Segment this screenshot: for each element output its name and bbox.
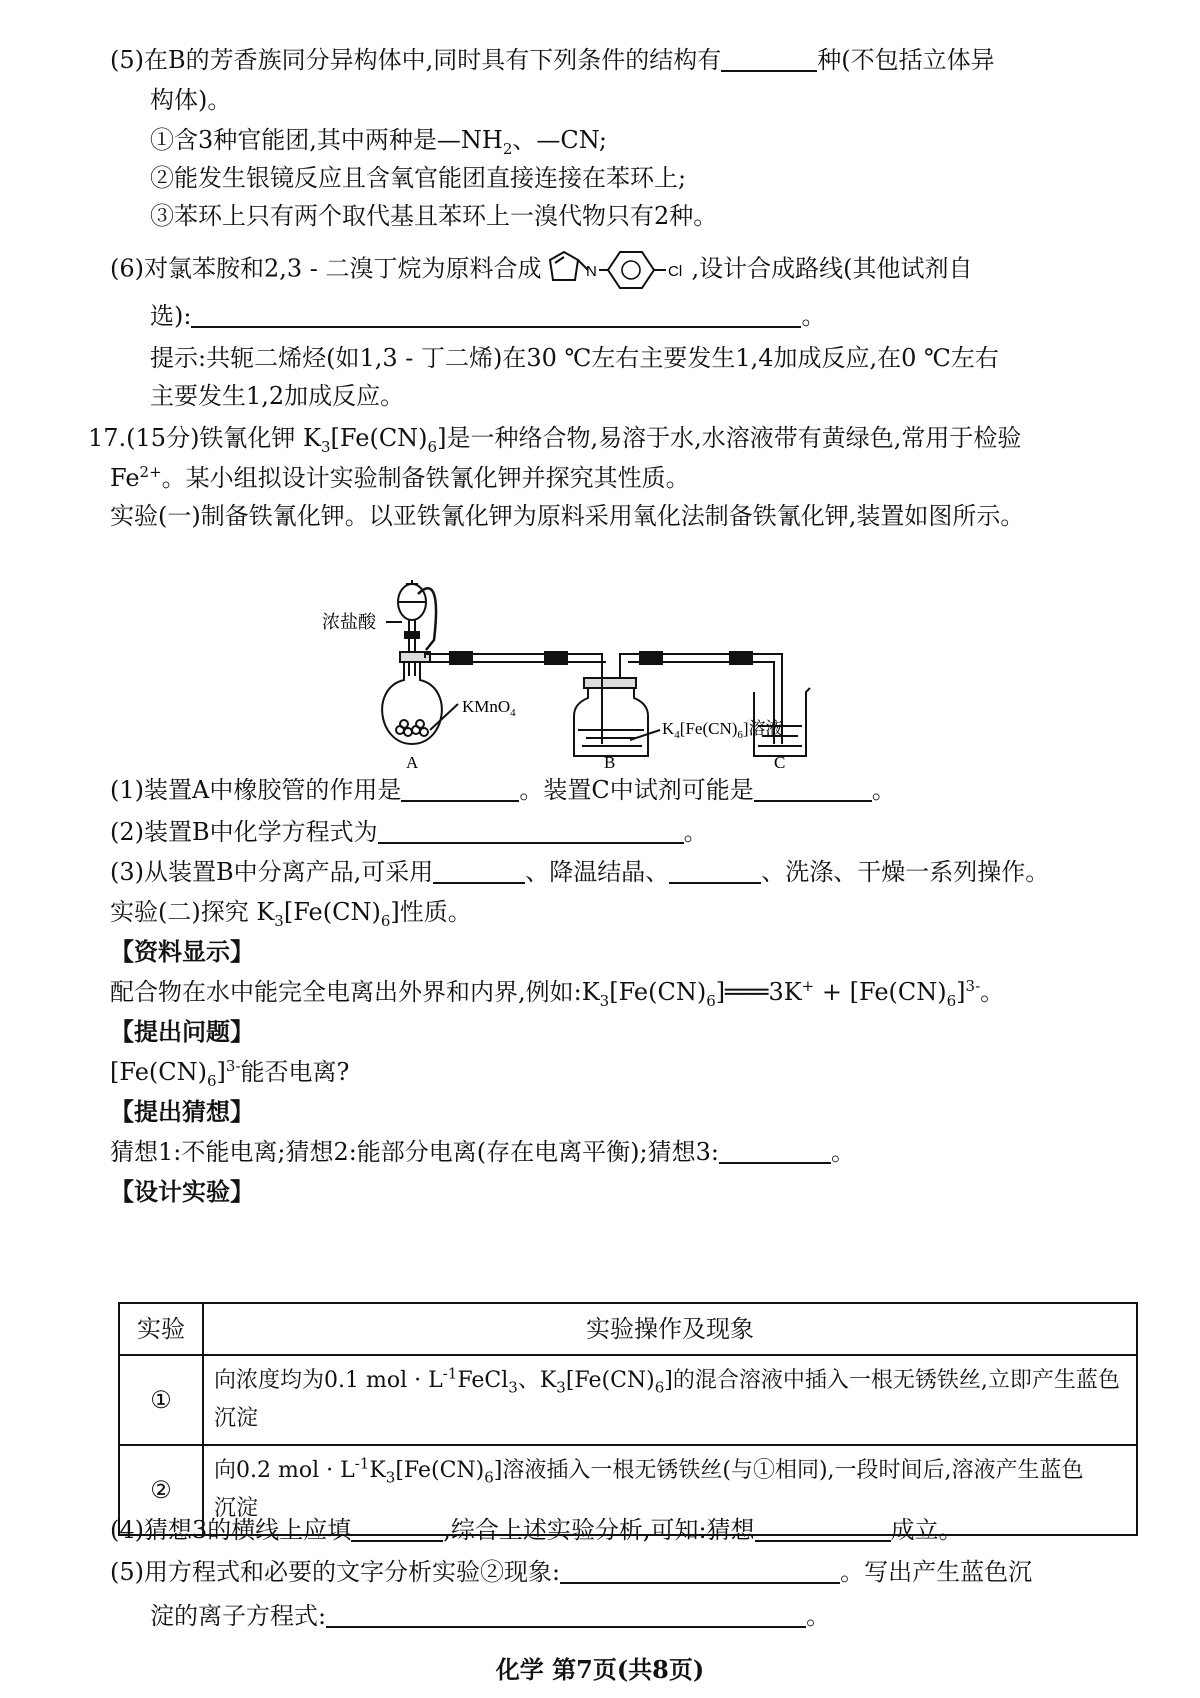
q5-condition-1: ①含3种官能团,其中两种是$—NH_2$、—CN; — [150, 126, 607, 158]
q17-intro-line1: 17.(15分)铁氰化钾 $K_3[Fe(CN)_6]$是一种络合物,易溶于水,水溶液带有黄绿色,常用于检验 — [88, 424, 1022, 456]
answer-blank[interactable] — [326, 1598, 806, 1628]
q5-line1: (5)在B的芳香族同分异构体中,同时具有下列条件的结构有 种(不包括立体异 — [110, 40, 995, 80]
answer-blank[interactable] — [433, 854, 525, 884]
apparatus-diagram — [322, 580, 830, 772]
q17-exp2: 实验(二)探究 $K_3[Fe(CN)_6]$性质。 — [110, 898, 472, 930]
answer-blank[interactable] — [401, 772, 519, 802]
heading-guess: 【提出猜想】 — [110, 1097, 254, 1126]
table-cell: 向0.2 mol · $L^{-1}K_3[Fe(CN)_6]$溶液插入一根无锈铁丝(与①相同),一段时间后,溶液产生蓝色 沉淀 — [203, 1445, 1137, 1535]
page-footer: 化学 第7页(共8页) — [495, 1655, 705, 1684]
table-header-cell: 实验操作及现象 — [203, 1303, 1137, 1355]
answer-blank[interactable] — [721, 42, 817, 72]
q5-condition-3: ③苯环上只有两个取代基且苯环上一溴代物只有2种。 — [150, 202, 718, 230]
answer-blank[interactable] — [351, 1512, 443, 1542]
q17-question: $[Fe(CN)_6]^{3-}$能否电离? — [110, 1057, 350, 1090]
heading-info: 【资料显示】 — [110, 937, 254, 966]
label-apparatus-b: B — [604, 753, 616, 772]
heading-design: 【设计实验】 — [110, 1177, 254, 1206]
answer-blank[interactable] — [191, 298, 801, 328]
q17-guess: 猜想1:不能电离;猜想2:能部分电离(存在电离平衡);猜想3: 。 — [110, 1132, 855, 1172]
q6-hint-2: 主要发生1,2加成反应。 — [150, 382, 405, 410]
label-kmno4: KMnO$_4$ — [462, 697, 516, 719]
table-header-row — [119, 1303, 1137, 1355]
q17-info: 配合物在水中能完全电离出外界和内界,例如$:K_3[Fe(CN)_6]═══3K^+ + [Fe(CN)_6]^{3-}$。 — [110, 977, 1005, 1010]
answer-blank[interactable] — [560, 1554, 840, 1584]
q17-p2: (2)装置B中化学方程式为 。 — [110, 812, 708, 852]
label-conc-hcl: 浓盐酸 — [322, 612, 376, 633]
answer-blank[interactable] — [719, 1134, 831, 1164]
experiment-table — [118, 1302, 1138, 1536]
table-header-cell: 实验 — [119, 1303, 203, 1355]
answer-blank[interactable] — [669, 854, 761, 884]
answer-blank[interactable] — [754, 772, 872, 802]
label-apparatus-a: A — [406, 753, 419, 772]
q17-p4: (4)猜想3的横线上应填 ,综合上述实验分析,可知:猜想 成立。 — [110, 1510, 963, 1550]
nitrogen-label: N — [585, 263, 597, 280]
chlorine-label: Cl — [667, 263, 682, 280]
q17-exp1: 实验(一)制备铁氰化钾。以亚铁氰化钾为原料采用氧化法制备铁氰化钾,装置如图所示。 — [110, 502, 1025, 530]
table-cell: 向浓度均为0.1 mol · $L^{-1}FeCl_3$、$K_3[Fe(CN)_6]$的混合溶液中插入一根无锈铁丝,立即产生蓝色沉淀 — [203, 1355, 1137, 1445]
label-apparatus-c: C — [774, 753, 786, 772]
pyrrole-chlorophenyl-structure — [542, 246, 692, 294]
table-cell: ② — [119, 1445, 203, 1535]
answer-blank[interactable] — [378, 814, 684, 844]
label-k4fecn6: $K_4[Fe(CN)_6]$溶液 — [662, 719, 783, 741]
q5-condition-2: ②能发生银镜反应且含氧官能团直接连接在苯环上; — [150, 164, 687, 192]
table-cell: ① — [119, 1355, 203, 1445]
q17-intro-line2: $Fe^{2+}$。某小组拟设计实验制备铁氰化钾并探究其性质。 — [110, 463, 690, 492]
q17-p1: (1)装置A中橡胶管的作用是 。装置C中试剂可能是 。 — [110, 770, 896, 810]
q6-hint-1: 提示:共轭二烯烃(如1,3 - 丁二烯)在30 ℃左右主要发生1,4加成反应,在0 ℃左右 — [150, 344, 999, 372]
q5-line2: 构体)。 — [150, 86, 232, 114]
q6-line2: 选): 。 — [150, 296, 825, 336]
q17-p5: (5)用方程式和必要的文字分析实验②现象: 。写出产生蓝色沉 — [110, 1552, 1032, 1592]
q6-line1: (6)对氯苯胺和2,3 - 二溴丁烷为原料合成 N Cl ,设计合成路线(其他试剂自 — [110, 246, 973, 294]
table-row — [119, 1355, 1137, 1445]
answer-blank[interactable] — [755, 1512, 891, 1542]
q17-p5-line2: 淀的离子方程式: 。 — [150, 1596, 830, 1636]
heading-question: 【提出问题】 — [110, 1017, 254, 1046]
q17-p3: (3)从装置B中分离产品,可采用 、降温结晶、 、洗涤、干燥一系列操作。 — [110, 852, 1049, 892]
